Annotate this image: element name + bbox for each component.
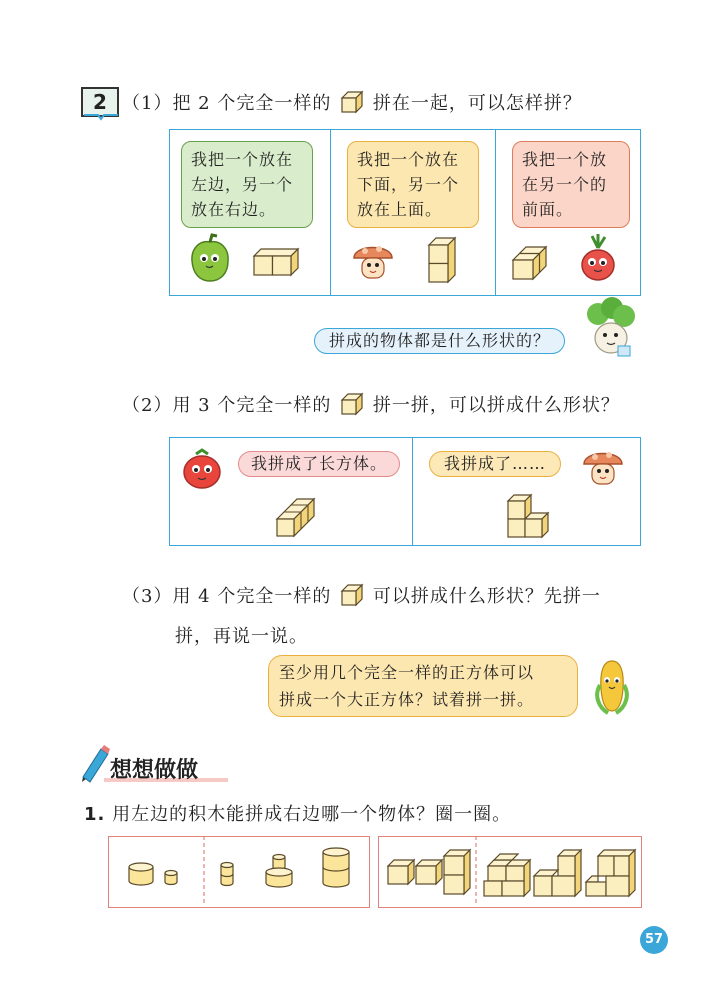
part2-prefix: （2）用 3 个完全一样的 xyxy=(122,395,332,416)
speech-bubble xyxy=(347,141,479,228)
exercise-number: 1. xyxy=(84,804,106,825)
part3-suffix: 可以拼成什么形状？先拼一 xyxy=(372,586,601,607)
pepper-character-icon xyxy=(188,234,232,284)
cube-icon xyxy=(341,91,363,113)
cylinder-option-b[interactable] xyxy=(264,853,294,889)
panel-bottom-top xyxy=(331,130,496,295)
cube-block-small xyxy=(387,859,417,887)
dashed-divider xyxy=(475,836,477,906)
three-cubes-cuboid xyxy=(276,498,316,538)
cuboid-option-c[interactable] xyxy=(585,849,637,897)
book-icon xyxy=(84,113,118,121)
part2-suffix: 拼一拼，可以拼成什么形状？ xyxy=(372,395,620,416)
page-number: 57 xyxy=(640,926,668,954)
bubble-text: 我拼成了…… xyxy=(444,454,547,473)
speech-bubble xyxy=(181,141,313,228)
section-title: 想想做做 xyxy=(110,758,199,783)
part2-text xyxy=(122,391,620,417)
cylinder-block-large xyxy=(127,861,155,887)
part3-line2: 拼，再说一说。 xyxy=(175,626,308,647)
cylinder-block-small xyxy=(163,869,179,887)
hint-bubble-big-cube xyxy=(268,655,578,717)
speech-bubble xyxy=(429,451,561,477)
part1-prefix: （1）把 2 个完全一样的 xyxy=(122,93,332,114)
panel-l-shape xyxy=(413,438,639,545)
dashed-divider xyxy=(203,836,205,906)
bubble-line: 放在上面。 xyxy=(357,200,443,219)
bubble-line: 前面。 xyxy=(522,200,574,219)
tomato-character-icon xyxy=(180,448,224,492)
cylinder-option-a[interactable] xyxy=(219,861,235,889)
bubble-line: 左边，另一个 xyxy=(191,175,294,194)
bubble-line: 我把一个放在 xyxy=(357,150,460,169)
question-number: 2 xyxy=(93,90,107,114)
part1-text xyxy=(122,89,582,115)
hint-bubble-shape-question xyxy=(314,328,565,354)
cuboid-option-a[interactable] xyxy=(483,849,531,897)
mushroom-character-icon xyxy=(581,444,625,490)
radish-character-icon xyxy=(576,234,620,284)
bubble-line: 下面，另一个 xyxy=(357,175,460,194)
panel-front-back xyxy=(496,130,639,295)
speech-bubble xyxy=(512,141,630,228)
panel-left-right xyxy=(170,130,331,295)
part1-panels xyxy=(169,129,641,296)
cuboid-block-tall xyxy=(443,849,473,895)
cube-block-small xyxy=(415,859,445,887)
part1-suffix: 拼在一起，可以怎样拼？ xyxy=(372,93,582,114)
hint-text: 拼成的物体都是什么形状的？ xyxy=(329,331,551,350)
cauliflower-character-icon xyxy=(582,298,638,366)
part3-prefix: （3）用 4 个完全一样的 xyxy=(122,586,332,607)
bubble-line: 放在右边。 xyxy=(191,200,277,219)
exercise-1 xyxy=(84,800,511,826)
part2-panels xyxy=(169,437,641,546)
cube-icon xyxy=(341,393,363,415)
two-cubes-stacked xyxy=(428,237,456,283)
hint-line: 至少用几个完全一样的正方体可以 xyxy=(279,663,535,682)
part3-text xyxy=(122,582,601,608)
bubble-line: 我把一个放 xyxy=(522,150,608,169)
exercise-box-cuboids xyxy=(378,836,642,908)
exercise-box-cylinders xyxy=(108,836,370,908)
bubble-line: 在另一个的 xyxy=(522,175,608,194)
speech-bubble xyxy=(238,451,400,477)
hint-line: 拼成一个大正方体？试着拼一拼。 xyxy=(279,690,535,709)
panel-cuboid xyxy=(170,438,413,545)
cuboid-option-b[interactable] xyxy=(533,849,585,897)
corn-character-icon xyxy=(592,655,632,717)
two-cubes-side-by-side xyxy=(253,248,299,276)
exercise-text: 用左边的积木能拼成右边哪一个物体？圈一圈。 xyxy=(112,804,512,825)
cylinder-option-c[interactable] xyxy=(321,847,351,889)
mushroom-character-icon xyxy=(351,238,395,284)
bubble-line: 我把一个放在 xyxy=(191,150,294,169)
bubble-text: 我拼成了长方体。 xyxy=(251,454,388,473)
two-cubes-front-back xyxy=(512,246,548,282)
cube-icon xyxy=(341,584,363,606)
three-cubes-l-shape xyxy=(507,494,551,538)
